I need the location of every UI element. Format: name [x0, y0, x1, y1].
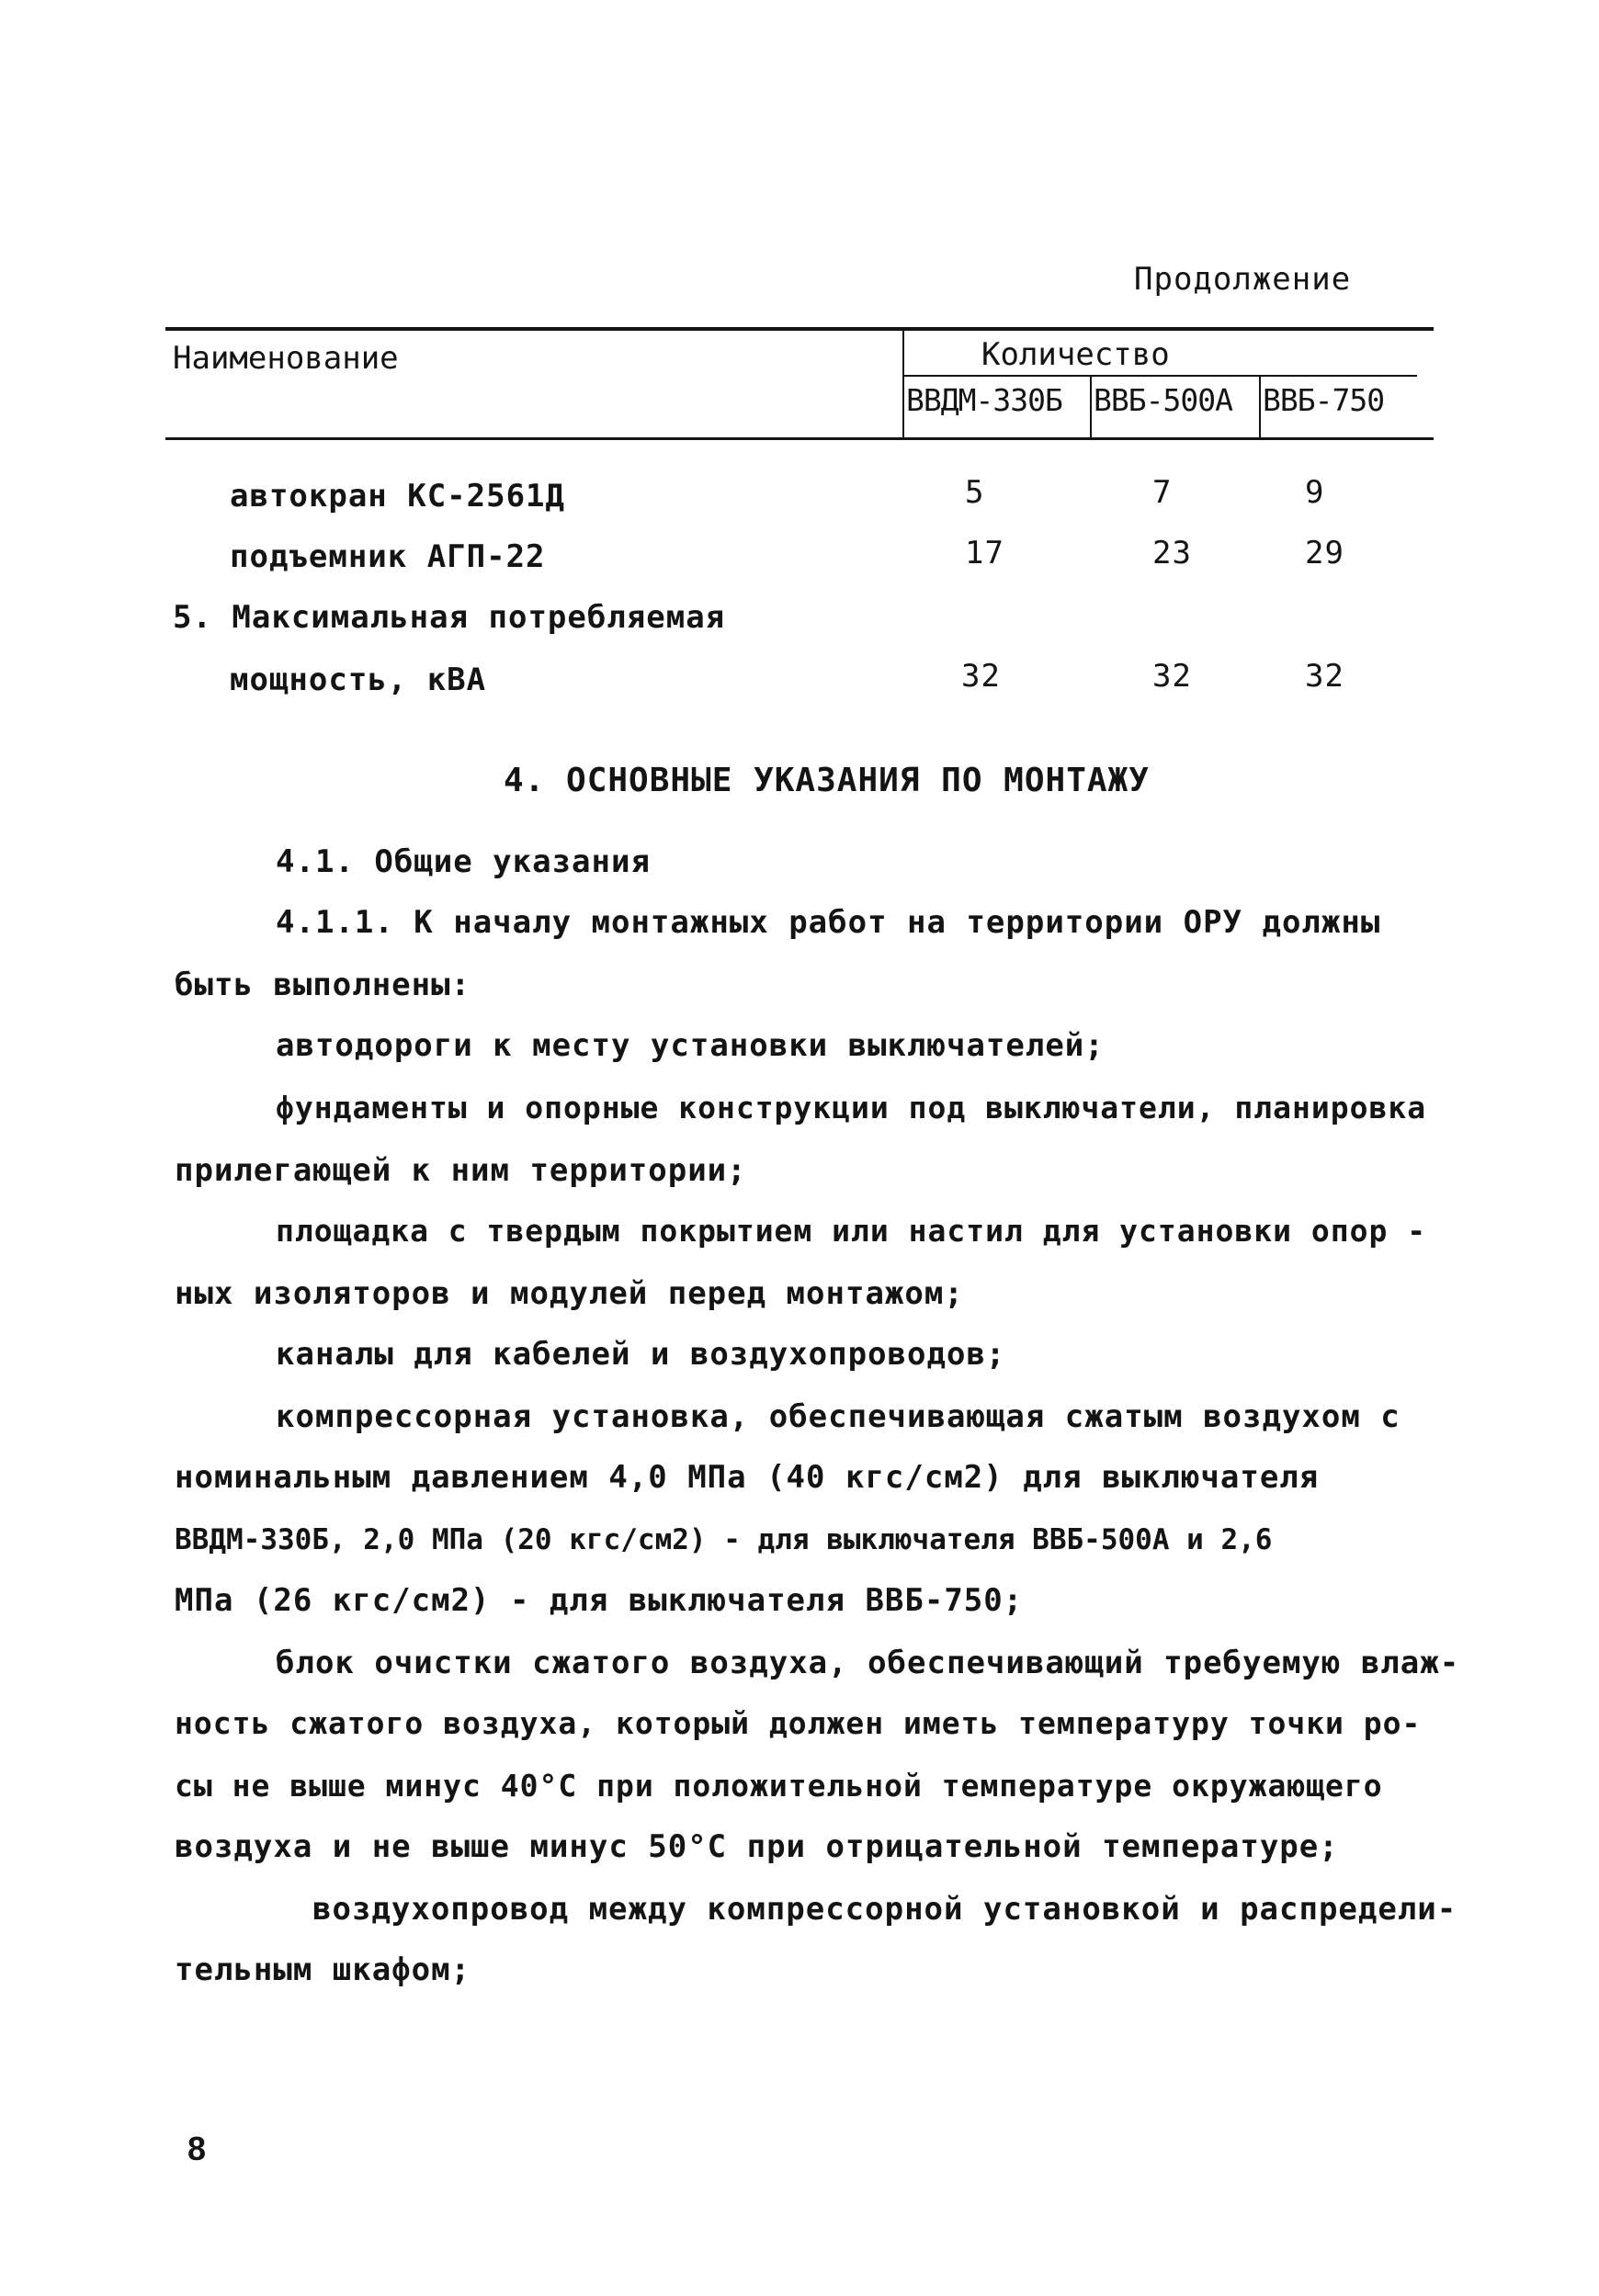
paragraph-line: прилегающей к ним территории; [175, 1152, 747, 1189]
paragraph-line: ВВДМ-330Б, 2,0 МПа (20 кгс/см2) - для выключателя ВВБ-500А и 2,6 [175, 1523, 1273, 1556]
continuation-label: Продолжение [1134, 261, 1352, 298]
paragraph-line: воздуха и не выше минус 50°С при отрицательной температуре; [175, 1828, 1339, 1865]
table-row-label: подъемник АГП-22 [230, 538, 546, 575]
paragraph-line: тельным шкафом; [175, 1951, 471, 1988]
table-cell: 32 [1305, 658, 1344, 695]
table-col-divider [902, 331, 904, 439]
column-header: ВВБ-750 [1263, 382, 1385, 418]
section-title: 4. ОСНОВНЫЕ УКАЗАНИЯ ПО МОНТАЖУ [504, 762, 1150, 799]
column-header-quantity: Количество [981, 336, 1170, 373]
paragraph-line: воздухопровод между компрессорной установкой и распредели- [312, 1891, 1457, 1928]
column-header: ВВБ-500А [1094, 382, 1232, 418]
table-cell: 7 [1152, 474, 1173, 511]
table-cell: 32 [1152, 658, 1192, 695]
paragraph-line: ных изоляторов и модулей перед монтажом; [175, 1275, 964, 1312]
paragraph-line: сы не выше минус 40°С при положительной температуре окружающего [175, 1768, 1383, 1804]
paragraph-line: 4.1.1. К началу монтажных работ на территории ОРУ должны [276, 904, 1381, 941]
paragraph-line: номинальным давлением 4,0 МПа (40 кгс/см2) для выключателя [175, 1459, 1320, 1496]
paragraph-line: быть выполнены: [175, 967, 471, 1003]
table-cell: 32 [961, 658, 1001, 695]
table-row-label: автокран КС-2561Д [230, 478, 565, 515]
paragraph-line: фундаменты и опорные конструкции под выключатели, планировка [276, 1090, 1427, 1125]
table-cell: 23 [1152, 535, 1192, 571]
table-cell: 29 [1305, 535, 1344, 571]
paragraph-line: автодороги к месту установки выключателей; [276, 1027, 1105, 1064]
table-header-rule [165, 437, 1434, 440]
paragraph-line: компрессорная установка, обеспечивающая сжатым воздухом с [276, 1398, 1401, 1435]
table-cell: 9 [1305, 474, 1325, 511]
table-cell: 5 [965, 474, 985, 511]
table-top-rule [165, 327, 1434, 331]
paragraph-line: ность сжатого воздуха, который должен иметь температуру точки ро- [175, 1705, 1422, 1741]
column-header: ВВДМ-330Б [906, 382, 1062, 418]
paragraph-line: площадка с твердым покрытием или настил для установки опор - [276, 1213, 1427, 1249]
table-col-divider [1259, 377, 1261, 439]
table-row-label: 5. Максимальная потребляемая [173, 599, 726, 636]
table-col-divider [1090, 377, 1092, 439]
qty-subheader-rule [902, 375, 1417, 377]
table-row-label: мощность, кВА [230, 662, 487, 698]
subsection-title: 4.1. Общие указания [276, 843, 651, 880]
page-number: 8 [187, 2130, 207, 2167]
paragraph-line: каналы для кабелей и воздухопроводов; [276, 1336, 1006, 1373]
table-cell: 17 [965, 535, 1004, 571]
paragraph-line: МПа (26 кгс/см2) - для выключателя ВВБ-750; [175, 1582, 1024, 1619]
column-header-name: Наименование [173, 340, 399, 377]
paragraph-line: блок очистки сжатого воздуха, обеспечивающий требуемую влаж- [276, 1645, 1460, 1681]
